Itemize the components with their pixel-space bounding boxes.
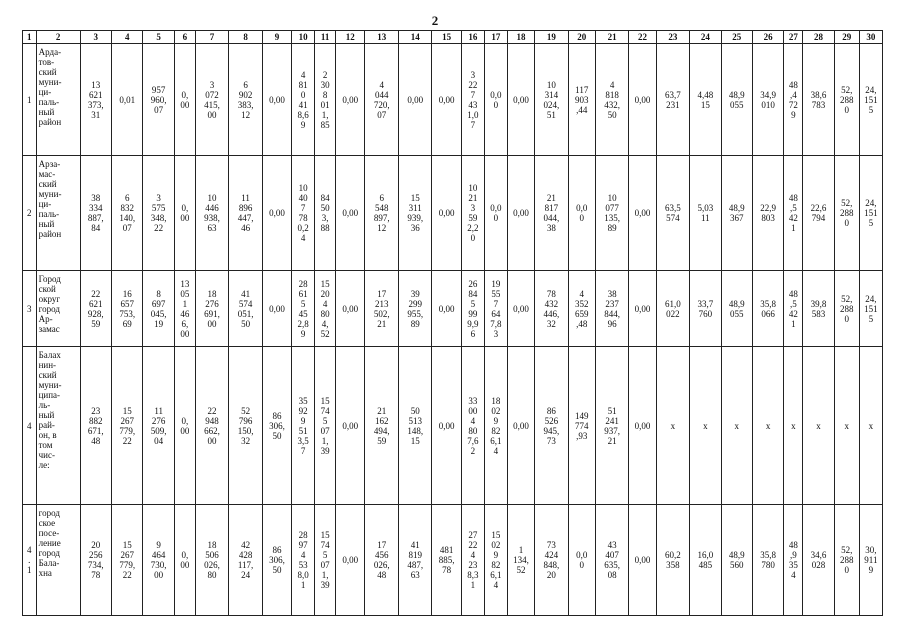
table-cell: 52, 288 0 bbox=[834, 156, 859, 271]
municipality-name-cell: Арда- тов- ский муни- ци- паль- ный район bbox=[36, 44, 80, 156]
table-cell: 18 506 026, 80 bbox=[195, 505, 229, 616]
table-cell: 86 306, 50 bbox=[262, 347, 291, 505]
table-cell: 957 960, 07 bbox=[143, 44, 174, 156]
table-cell: 0, 00 bbox=[174, 505, 195, 616]
table-cell: x bbox=[784, 347, 803, 505]
table-cell: 13 621 373, 31 bbox=[80, 44, 111, 156]
table-cell: 15 267 779, 22 bbox=[112, 505, 143, 616]
table-cell: 22,9 803 bbox=[752, 156, 783, 271]
table-cell: x bbox=[803, 347, 834, 505]
table-cell: x bbox=[721, 347, 752, 505]
table-cell: 38 237 844, 96 bbox=[595, 271, 629, 347]
table-cell: x bbox=[834, 347, 859, 505]
table-cell: 10 446 938, 63 bbox=[195, 156, 229, 271]
page-number: 2 bbox=[431, 13, 439, 28]
column-number: 16 bbox=[461, 31, 484, 44]
table-cell: 61,0 022 bbox=[656, 271, 690, 347]
table-cell: 9 464 730, 00 bbox=[143, 505, 174, 616]
table-cell: 0,00 bbox=[629, 347, 656, 505]
table-cell: 52, 288 0 bbox=[834, 271, 859, 347]
table-cell: 1 134, 52 bbox=[507, 505, 534, 616]
table-cell: 4 044 720, 07 bbox=[365, 44, 399, 156]
table-cell: 0,00 bbox=[629, 156, 656, 271]
table-cell: 27 22 4 23 8,3 1 bbox=[461, 505, 484, 616]
table-cell: 28 61 5 45 2,8 9 bbox=[292, 271, 315, 347]
table-cell: 10 40 7 78 0,2 4 bbox=[292, 156, 315, 271]
column-number: 29 bbox=[834, 31, 859, 44]
table-cell: 8 697 045, 19 bbox=[143, 271, 174, 347]
table-cell: 15 02 9 82 6,1 4 bbox=[484, 505, 507, 616]
table-cell: 42 428 117, 24 bbox=[229, 505, 263, 616]
table-row bbox=[23, 44, 883, 156]
table-cell: 48,9 367 bbox=[721, 156, 752, 271]
table-cell: 10 21 3 59 2,2 0 bbox=[461, 156, 484, 271]
table-cell: 117 903 ,44 bbox=[568, 44, 595, 156]
table-cell: 39,8 583 bbox=[803, 271, 834, 347]
table-cell: 18 276 691, 00 bbox=[195, 271, 229, 347]
table-cell: x bbox=[656, 347, 690, 505]
table-cell: 48 ,5 42 1 bbox=[784, 156, 803, 271]
table-cell: 6 832 140, 07 bbox=[112, 156, 143, 271]
table-cell: 0,00 bbox=[629, 505, 656, 616]
table-cell: 52 796 150, 32 bbox=[229, 347, 263, 505]
column-number: 13 bbox=[365, 31, 399, 44]
table-cell: 0,00 bbox=[262, 44, 291, 156]
table-cell: 22 621 928, 59 bbox=[80, 271, 111, 347]
table-cell: 3 22 7 43 1,0 7 bbox=[461, 44, 484, 156]
table-cell: 73 424 848, 20 bbox=[535, 505, 569, 616]
table-cell: 0, 00 bbox=[174, 156, 195, 271]
column-number: 2 bbox=[36, 31, 80, 44]
municipality-name-cell: город ское посе- ление город Бала- хна bbox=[36, 505, 80, 616]
table-cell: 10 077 135, 89 bbox=[595, 156, 629, 271]
table-cell: 15 311 939, 36 bbox=[398, 156, 432, 271]
column-number: 23 bbox=[656, 31, 690, 44]
table-cell: 48 ,4 72 9 bbox=[784, 44, 803, 156]
table-cell: 0,00 bbox=[629, 44, 656, 156]
column-number: 10 bbox=[292, 31, 315, 44]
column-number: 4 bbox=[112, 31, 143, 44]
column-number: 11 bbox=[315, 31, 336, 44]
table-cell: 51 241 937, 21 bbox=[595, 347, 629, 505]
row-number-cell: 2 bbox=[23, 156, 37, 271]
table-cell: 30, 911 9 bbox=[859, 505, 882, 616]
table-cell: 52, 288 0 bbox=[834, 505, 859, 616]
table-row bbox=[23, 505, 883, 616]
table-cell: 0,00 bbox=[507, 156, 534, 271]
table-cell: 0,00 bbox=[262, 156, 291, 271]
column-number: 1 bbox=[23, 31, 37, 44]
table-cell: 24, 151 5 bbox=[859, 44, 882, 156]
table-cell: 0,00 bbox=[398, 44, 432, 156]
table-cell: 0,00 bbox=[432, 156, 461, 271]
table-cell: 0,00 bbox=[507, 44, 534, 156]
table-cell: 15 20 4 80 4, 52 bbox=[315, 271, 336, 347]
table-cell: 86 306, 50 bbox=[262, 505, 291, 616]
table-cell: 18 02 9 82 6,1 4 bbox=[484, 347, 507, 505]
row-number-cell: 3 bbox=[23, 271, 37, 347]
table-cell: 15 267 779, 22 bbox=[112, 347, 143, 505]
table-cell: 34,6 028 bbox=[803, 505, 834, 616]
column-number: 5 bbox=[143, 31, 174, 44]
table-cell: 33,7 760 bbox=[690, 271, 721, 347]
column-number: 25 bbox=[721, 31, 752, 44]
table-cell: 4 81 0 41 8,6 9 bbox=[292, 44, 315, 156]
column-number: 24 bbox=[690, 31, 721, 44]
table-cell: 17 213 502, 21 bbox=[365, 271, 399, 347]
table-cell: 6 548 897, 12 bbox=[365, 156, 399, 271]
table-cell: 0,00 bbox=[629, 271, 656, 347]
table-cell: 33 00 4 80 7,6 2 bbox=[461, 347, 484, 505]
table-cell: 38,6 783 bbox=[803, 44, 834, 156]
table-cell: 3 575 348, 22 bbox=[143, 156, 174, 271]
column-number: 12 bbox=[336, 31, 365, 44]
table-cell: 48,9 560 bbox=[721, 505, 752, 616]
table-cell: x bbox=[690, 347, 721, 505]
column-number: 26 bbox=[752, 31, 783, 44]
table-cell: 21 162 494, 59 bbox=[365, 347, 399, 505]
table-cell: 0,00 bbox=[336, 505, 365, 616]
column-number: 30 bbox=[859, 31, 882, 44]
column-number: 6 bbox=[174, 31, 195, 44]
table-cell: 0,0 0 bbox=[568, 505, 595, 616]
municipality-name-cell: Город ской округ город Ар- замас bbox=[36, 271, 80, 347]
table-cell: 24, 151 5 bbox=[859, 271, 882, 347]
table-cell: 0,00 bbox=[432, 347, 461, 505]
table-cell: 15 74 5 07 1, 39 bbox=[315, 347, 336, 505]
column-number: 27 bbox=[784, 31, 803, 44]
table-cell: 10 314 024, 51 bbox=[535, 44, 569, 156]
table-cell: 23 882 671, 48 bbox=[80, 347, 111, 505]
table-cell: 22 948 662, 00 bbox=[195, 347, 229, 505]
table-cell: 4,48 15 bbox=[690, 44, 721, 156]
table-cell: 0,0 0 bbox=[484, 44, 507, 156]
table-cell: 48 ,9 35 4 bbox=[784, 505, 803, 616]
table-row bbox=[23, 347, 883, 505]
table-cell: 35,8 066 bbox=[752, 271, 783, 347]
table-cell: x bbox=[859, 347, 882, 505]
column-number: 17 bbox=[484, 31, 507, 44]
table-cell: 52, 288 0 bbox=[834, 44, 859, 156]
table-cell: 19 55 7 64 7,8 3 bbox=[484, 271, 507, 347]
table-cell: 16,0 485 bbox=[690, 505, 721, 616]
table-cell: 34,9 010 bbox=[752, 44, 783, 156]
column-number: 7 bbox=[195, 31, 229, 44]
table-cell: 41 819 487, 63 bbox=[398, 505, 432, 616]
table-cell: 48,9 055 bbox=[721, 271, 752, 347]
table-cell: 39 299 955, 89 bbox=[398, 271, 432, 347]
table-cell: 78 432 446, 32 bbox=[535, 271, 569, 347]
table-cell: 0,00 bbox=[432, 271, 461, 347]
column-number: 3 bbox=[80, 31, 111, 44]
column-number: 14 bbox=[398, 31, 432, 44]
column-number: 9 bbox=[262, 31, 291, 44]
column-number: 28 bbox=[803, 31, 834, 44]
table-cell: 0,0 0 bbox=[568, 156, 595, 271]
table-cell: 21 817 044, 38 bbox=[535, 156, 569, 271]
table-cell: 13 05 1 46 6, 00 bbox=[174, 271, 195, 347]
column-number: 15 bbox=[432, 31, 461, 44]
table-cell: 48,9 055 bbox=[721, 44, 752, 156]
table-cell: 0,00 bbox=[262, 271, 291, 347]
table-cell: 0,00 bbox=[336, 347, 365, 505]
table-cell: 4 818 432, 50 bbox=[595, 44, 629, 156]
table-cell: 48 ,5 42 1 bbox=[784, 271, 803, 347]
table-row bbox=[23, 156, 883, 271]
table-row bbox=[23, 271, 883, 347]
municipality-name-cell: Балах нин- ский муни- ципа- ль- ный рай- он, в том чис- ле: bbox=[36, 347, 80, 505]
table-cell: 11 896 447, 46 bbox=[229, 156, 263, 271]
row-number-cell: 4 bbox=[23, 347, 37, 505]
data-table bbox=[22, 30, 883, 616]
table-cell: 28 97 4 53 8,0 1 bbox=[292, 505, 315, 616]
column-number: 20 bbox=[568, 31, 595, 44]
row-number-cell: 1 bbox=[23, 44, 37, 156]
table-cell: 0,00 bbox=[507, 271, 534, 347]
table-cell: 84 50 3, 88 bbox=[315, 156, 336, 271]
table-cell: 2 30 8 01 1, 85 bbox=[315, 44, 336, 156]
column-number: 8 bbox=[229, 31, 263, 44]
table-cell: 50 513 148, 15 bbox=[398, 347, 432, 505]
table-cell: 63,7 231 bbox=[656, 44, 690, 156]
table-cell: 4 352 659 ,48 bbox=[568, 271, 595, 347]
table-cell: x bbox=[752, 347, 783, 505]
table-cell: 11 276 509, 04 bbox=[143, 347, 174, 505]
table-cell: 15 74 5 07 1, 39 bbox=[315, 505, 336, 616]
table-cell: 86 526 945, 73 bbox=[535, 347, 569, 505]
table-cell: 43 407 635, 08 bbox=[595, 505, 629, 616]
table-cell: 41 574 051, 50 bbox=[229, 271, 263, 347]
table-cell: 0,00 bbox=[432, 44, 461, 156]
table-cell: 0,00 bbox=[336, 271, 365, 347]
table-cell: 0, 00 bbox=[174, 347, 195, 505]
table-cell: 22,6 794 bbox=[803, 156, 834, 271]
table-cell: 0,01 bbox=[112, 44, 143, 156]
column-number: 19 bbox=[535, 31, 569, 44]
table-cell: 35,8 780 bbox=[752, 505, 783, 616]
table-cell: 481 885, 78 bbox=[432, 505, 461, 616]
municipality-name-cell: Арза- мас- ский муни- ци- паль- ный район bbox=[36, 156, 80, 271]
table-cell: 38 334 887, 84 bbox=[80, 156, 111, 271]
table-cell: 0,00 bbox=[336, 44, 365, 156]
column-number: 18 bbox=[507, 31, 534, 44]
table-cell: 0,00 bbox=[336, 156, 365, 271]
column-number: 21 bbox=[595, 31, 629, 44]
table-cell: 26 84 5 99 9,9 6 bbox=[461, 271, 484, 347]
table-cell: 5,03 11 bbox=[690, 156, 721, 271]
table-cell: 24, 151 5 bbox=[859, 156, 882, 271]
table-cell: 60,2 358 bbox=[656, 505, 690, 616]
row-number-cell: 4 . 1 bbox=[23, 505, 37, 616]
table-cell: 63,5 574 bbox=[656, 156, 690, 271]
column-number-row bbox=[23, 31, 883, 44]
table-cell: 6 902 383, 12 bbox=[229, 44, 263, 156]
table-cell: 17 456 026, 48 bbox=[365, 505, 399, 616]
table-cell: 3 072 415, 00 bbox=[195, 44, 229, 156]
table-cell: 0, 00 bbox=[174, 44, 195, 156]
column-number: 22 bbox=[629, 31, 656, 44]
table-cell: 0,0 0 bbox=[484, 156, 507, 271]
table-cell: 0,00 bbox=[507, 347, 534, 505]
table-cell: 16 657 753, 69 bbox=[112, 271, 143, 347]
table-cell: 35 92 9 51 3,5 7 bbox=[292, 347, 315, 505]
table-cell: 20 256 734, 78 bbox=[80, 505, 111, 616]
table-cell: 149 774 ,93 bbox=[568, 347, 595, 505]
